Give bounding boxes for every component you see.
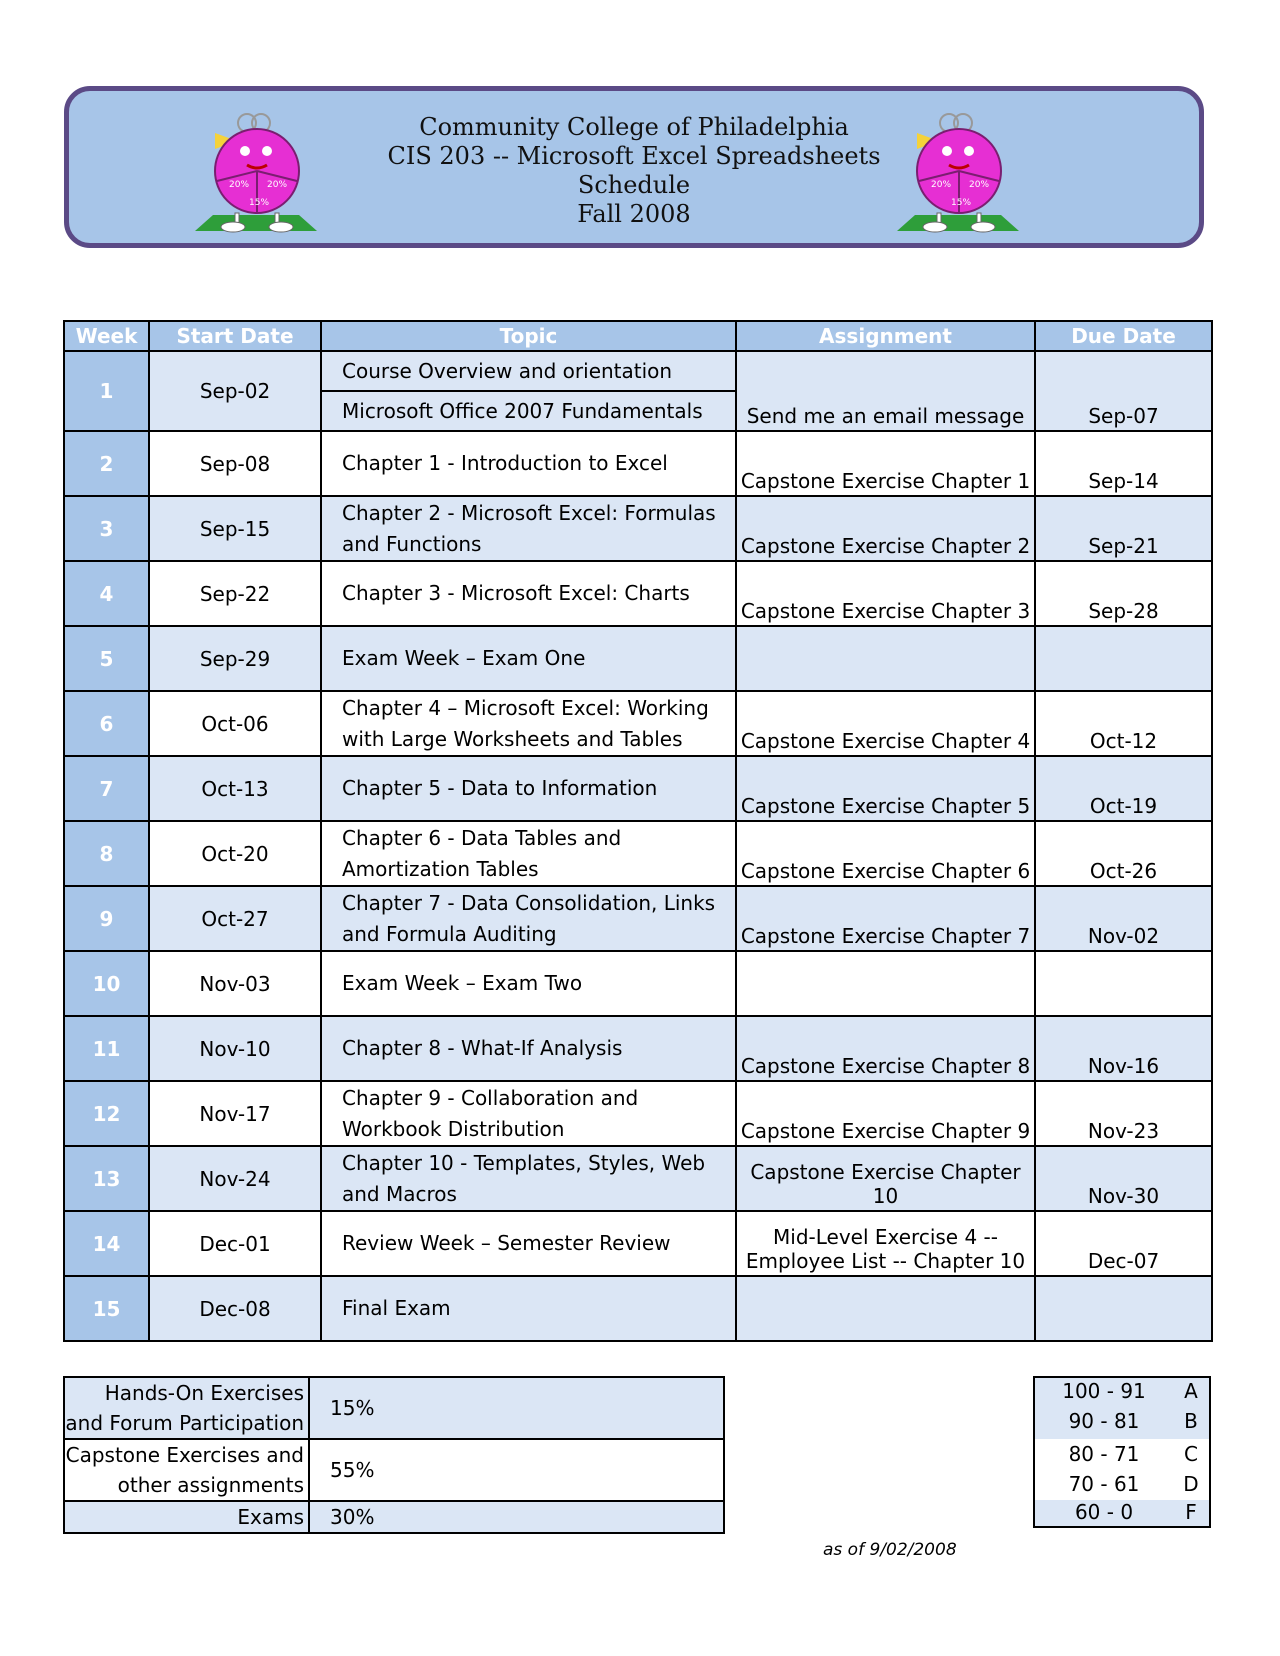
week-cell: 2 (64, 431, 149, 496)
topic-cell: Review Week – Semester Review (321, 1211, 736, 1276)
table-row (64, 496, 1212, 561)
week-cell: 7 (64, 756, 149, 821)
as-of-date: as of 9/02/2008 (823, 1540, 957, 1560)
start-date-cell: Nov-17 (149, 1081, 321, 1146)
assignment-cell: Capstone Exercise Chapter 4 (736, 691, 1035, 756)
topic-cell: Chapter 9 - Collaboration and Workbook Distribution (321, 1081, 736, 1146)
start-date-cell: Dec-01 (149, 1211, 321, 1276)
assignment-cell: Capstone Exercise Chapter 5 (736, 756, 1035, 821)
table-row (64, 351, 1212, 391)
due-date-cell: Oct-19 (1035, 756, 1212, 821)
grade-range: 80 - 71 (1068, 1442, 1140, 1466)
table-row (64, 886, 1212, 951)
assignment-cell: Capstone Exercise Chapter 1 (736, 431, 1035, 496)
grade-weights-table (63, 1376, 725, 1534)
assignment-cell: Capstone Exercise Chapter 7 (736, 886, 1035, 951)
table-row (64, 691, 1212, 756)
start-date-cell: Sep-08 (149, 431, 321, 496)
start-date-cell: Oct-20 (149, 821, 321, 886)
assignment-cell (736, 626, 1035, 691)
due-date-cell: Nov-23 (1035, 1081, 1212, 1146)
weight-label: Hands-On Exercises and Forum Participation (64, 1377, 309, 1439)
topic-cell: Chapter 7 - Data Consolidation, Links and Formula Auditing (321, 886, 736, 951)
grade-letter: F (1185, 1500, 1197, 1524)
due-date-cell: Sep-28 (1035, 561, 1212, 626)
week-cell: 11 (64, 1016, 149, 1081)
table-row (64, 1211, 1212, 1276)
table-row (64, 1081, 1212, 1146)
grade-letter: C (1184, 1442, 1198, 1466)
term: Fall 2008 (577, 200, 691, 228)
weight-percent: 15% (309, 1377, 724, 1439)
grade-range: 100 - 91 (1062, 1379, 1146, 1403)
col-header-week: Week (64, 321, 149, 351)
grade-range: 70 - 61 (1068, 1472, 1140, 1496)
weight-row (64, 1377, 724, 1439)
course-name: CIS 203 -- Microsoft Excel Spreadsheets (387, 142, 881, 170)
due-date-cell: Nov-02 (1035, 886, 1212, 951)
weight-percent: 55% (309, 1439, 724, 1501)
due-date-cell: Dec-07 (1035, 1211, 1212, 1276)
topic-cell: Exam Week – Exam One (321, 626, 736, 691)
header-banner (64, 86, 1204, 248)
mascot-label: 20% (969, 180, 990, 190)
grade-letter: D (1183, 1472, 1199, 1496)
week-cell: 9 (64, 886, 149, 951)
weight-row (64, 1501, 724, 1533)
due-date-cell (1035, 951, 1212, 1016)
topic-cell: Chapter 6 - Data Tables and Amortization Tables (321, 821, 736, 886)
assignment-cell: Capstone Exercise Chapter 3 (736, 561, 1035, 626)
start-date-cell: Nov-24 (149, 1146, 321, 1211)
assignment-cell: Mid-Level Exercise 4 -- Employee List -- Chapter 10 (736, 1211, 1035, 1276)
week-cell: 8 (64, 821, 149, 886)
assignment-cell (736, 951, 1035, 1016)
assignment-cell: Capstone Exercise Chapter 2 (736, 496, 1035, 561)
header-row (64, 321, 1212, 351)
start-date-cell: Dec-08 (149, 1276, 321, 1341)
due-date-cell: Sep-21 (1035, 496, 1212, 561)
week-cell: 3 (64, 496, 149, 561)
topic-cell: Exam Week – Exam Two (321, 951, 736, 1016)
start-date-cell: Sep-02 (149, 351, 321, 431)
college-name: Community College of Philadelphia (419, 113, 849, 141)
grade-letter: A (1184, 1379, 1198, 1403)
banner-title (69, 113, 1199, 229)
start-date-cell: Oct-06 (149, 691, 321, 756)
table-row (64, 1016, 1212, 1081)
assignment-cell: Capstone Exercise Chapter 10 (736, 1146, 1035, 1211)
mascot-label: 15% (249, 198, 270, 208)
table-row (64, 1276, 1212, 1341)
start-date-cell: Oct-27 (149, 886, 321, 951)
topic-cell: Chapter 8 - What‑If Analysis (321, 1016, 736, 1081)
topic-cell: Chapter 2 - Microsoft Excel: Formulas and Functions (321, 496, 736, 561)
assignment-cell: Capstone Exercise Chapter 6 (736, 821, 1035, 886)
week-cell: 14 (64, 1211, 149, 1276)
grade-row (1035, 1379, 1213, 1409)
start-date-cell: Nov-03 (149, 951, 321, 1016)
week-cell: 1 (64, 351, 149, 431)
mascot-label: 20% (931, 180, 952, 190)
table-row (64, 431, 1212, 496)
week-cell: 5 (64, 626, 149, 691)
topic-cell: Microsoft Office 2007 Fundamentals (321, 391, 736, 431)
week-cell: 13 (64, 1146, 149, 1211)
col-header-assignment: Assignment (736, 321, 1035, 351)
table-row (64, 951, 1212, 1016)
due-date-cell: Sep-07 (1035, 351, 1212, 431)
grade-letter: B (1184, 1409, 1198, 1433)
topic-cell: Chapter 4 – Microsoft Excel: Working with Large Worksheets and Tables (321, 691, 736, 756)
mascot-label: 15% (951, 198, 972, 208)
grade-row (1035, 1409, 1213, 1439)
topic-cell: Chapter 10 - Templates, Styles, Web and Macros (321, 1146, 736, 1211)
col-header-topic: Topic (321, 321, 736, 351)
start-date-cell: Nov-10 (149, 1016, 321, 1081)
start-date-cell: Oct-13 (149, 756, 321, 821)
week-cell: 12 (64, 1081, 149, 1146)
start-date-cell: Sep-29 (149, 626, 321, 691)
topic-cell: Course Overview and orientation (321, 351, 736, 391)
topic-cell: Chapter 3 - Microsoft Excel: Charts (321, 561, 736, 626)
start-date-cell: Sep-15 (149, 496, 321, 561)
assignment-cell (736, 1276, 1035, 1341)
assignment-cell: Capstone Exercise Chapter 9 (736, 1081, 1035, 1146)
col-header-due-date: Due Date (1035, 321, 1212, 351)
grade-row (1035, 1472, 1213, 1502)
grade-row (1035, 1442, 1213, 1472)
assignment-cell: Send me an email message (736, 351, 1035, 431)
weight-row (64, 1439, 724, 1501)
due-date-cell: Oct-26 (1035, 821, 1212, 886)
due-date-cell: Oct-12 (1035, 691, 1212, 756)
table-row (64, 1146, 1212, 1211)
mascot-label: 20% (267, 180, 288, 190)
topic-cell: Chapter 1 - Introduction to Excel (321, 431, 736, 496)
schedule-table (63, 320, 1213, 1342)
weight-label: Exams (64, 1501, 309, 1533)
week-cell: 6 (64, 691, 149, 756)
start-date-cell: Sep-22 (149, 561, 321, 626)
weight-percent: 30% (309, 1501, 724, 1533)
table-row (64, 561, 1212, 626)
weight-label: Capstone Exercises and other assignments (64, 1439, 309, 1501)
pie-chart-mascot-icon (889, 109, 1029, 237)
due-date-cell (1035, 626, 1212, 691)
col-header-start-date: Start Date (149, 321, 321, 351)
due-date-cell: Nov-30 (1035, 1146, 1212, 1211)
topic-cell: Final Exam (321, 1276, 736, 1341)
grade-scale (1033, 1376, 1211, 1528)
doc-title: Schedule (577, 171, 691, 199)
due-date-cell (1035, 1276, 1212, 1341)
week-cell: 4 (64, 561, 149, 626)
due-date-cell: Sep-14 (1035, 431, 1212, 496)
table-row (64, 821, 1212, 886)
grade-range: 90 - 81 (1068, 1409, 1140, 1433)
week-cell: 10 (64, 951, 149, 1016)
table-row (64, 626, 1212, 691)
grade-range: 60 - 0 (1074, 1500, 1134, 1524)
topic-cell: Chapter 5 - Data to Information (321, 756, 736, 821)
table-row (64, 756, 1212, 821)
grade-row (1035, 1500, 1213, 1530)
assignment-cell: Capstone Exercise Chapter 8 (736, 1016, 1035, 1081)
week-cell: 15 (64, 1276, 149, 1341)
due-date-cell: Nov-16 (1035, 1016, 1212, 1081)
mascot-label: 20% (229, 180, 250, 190)
